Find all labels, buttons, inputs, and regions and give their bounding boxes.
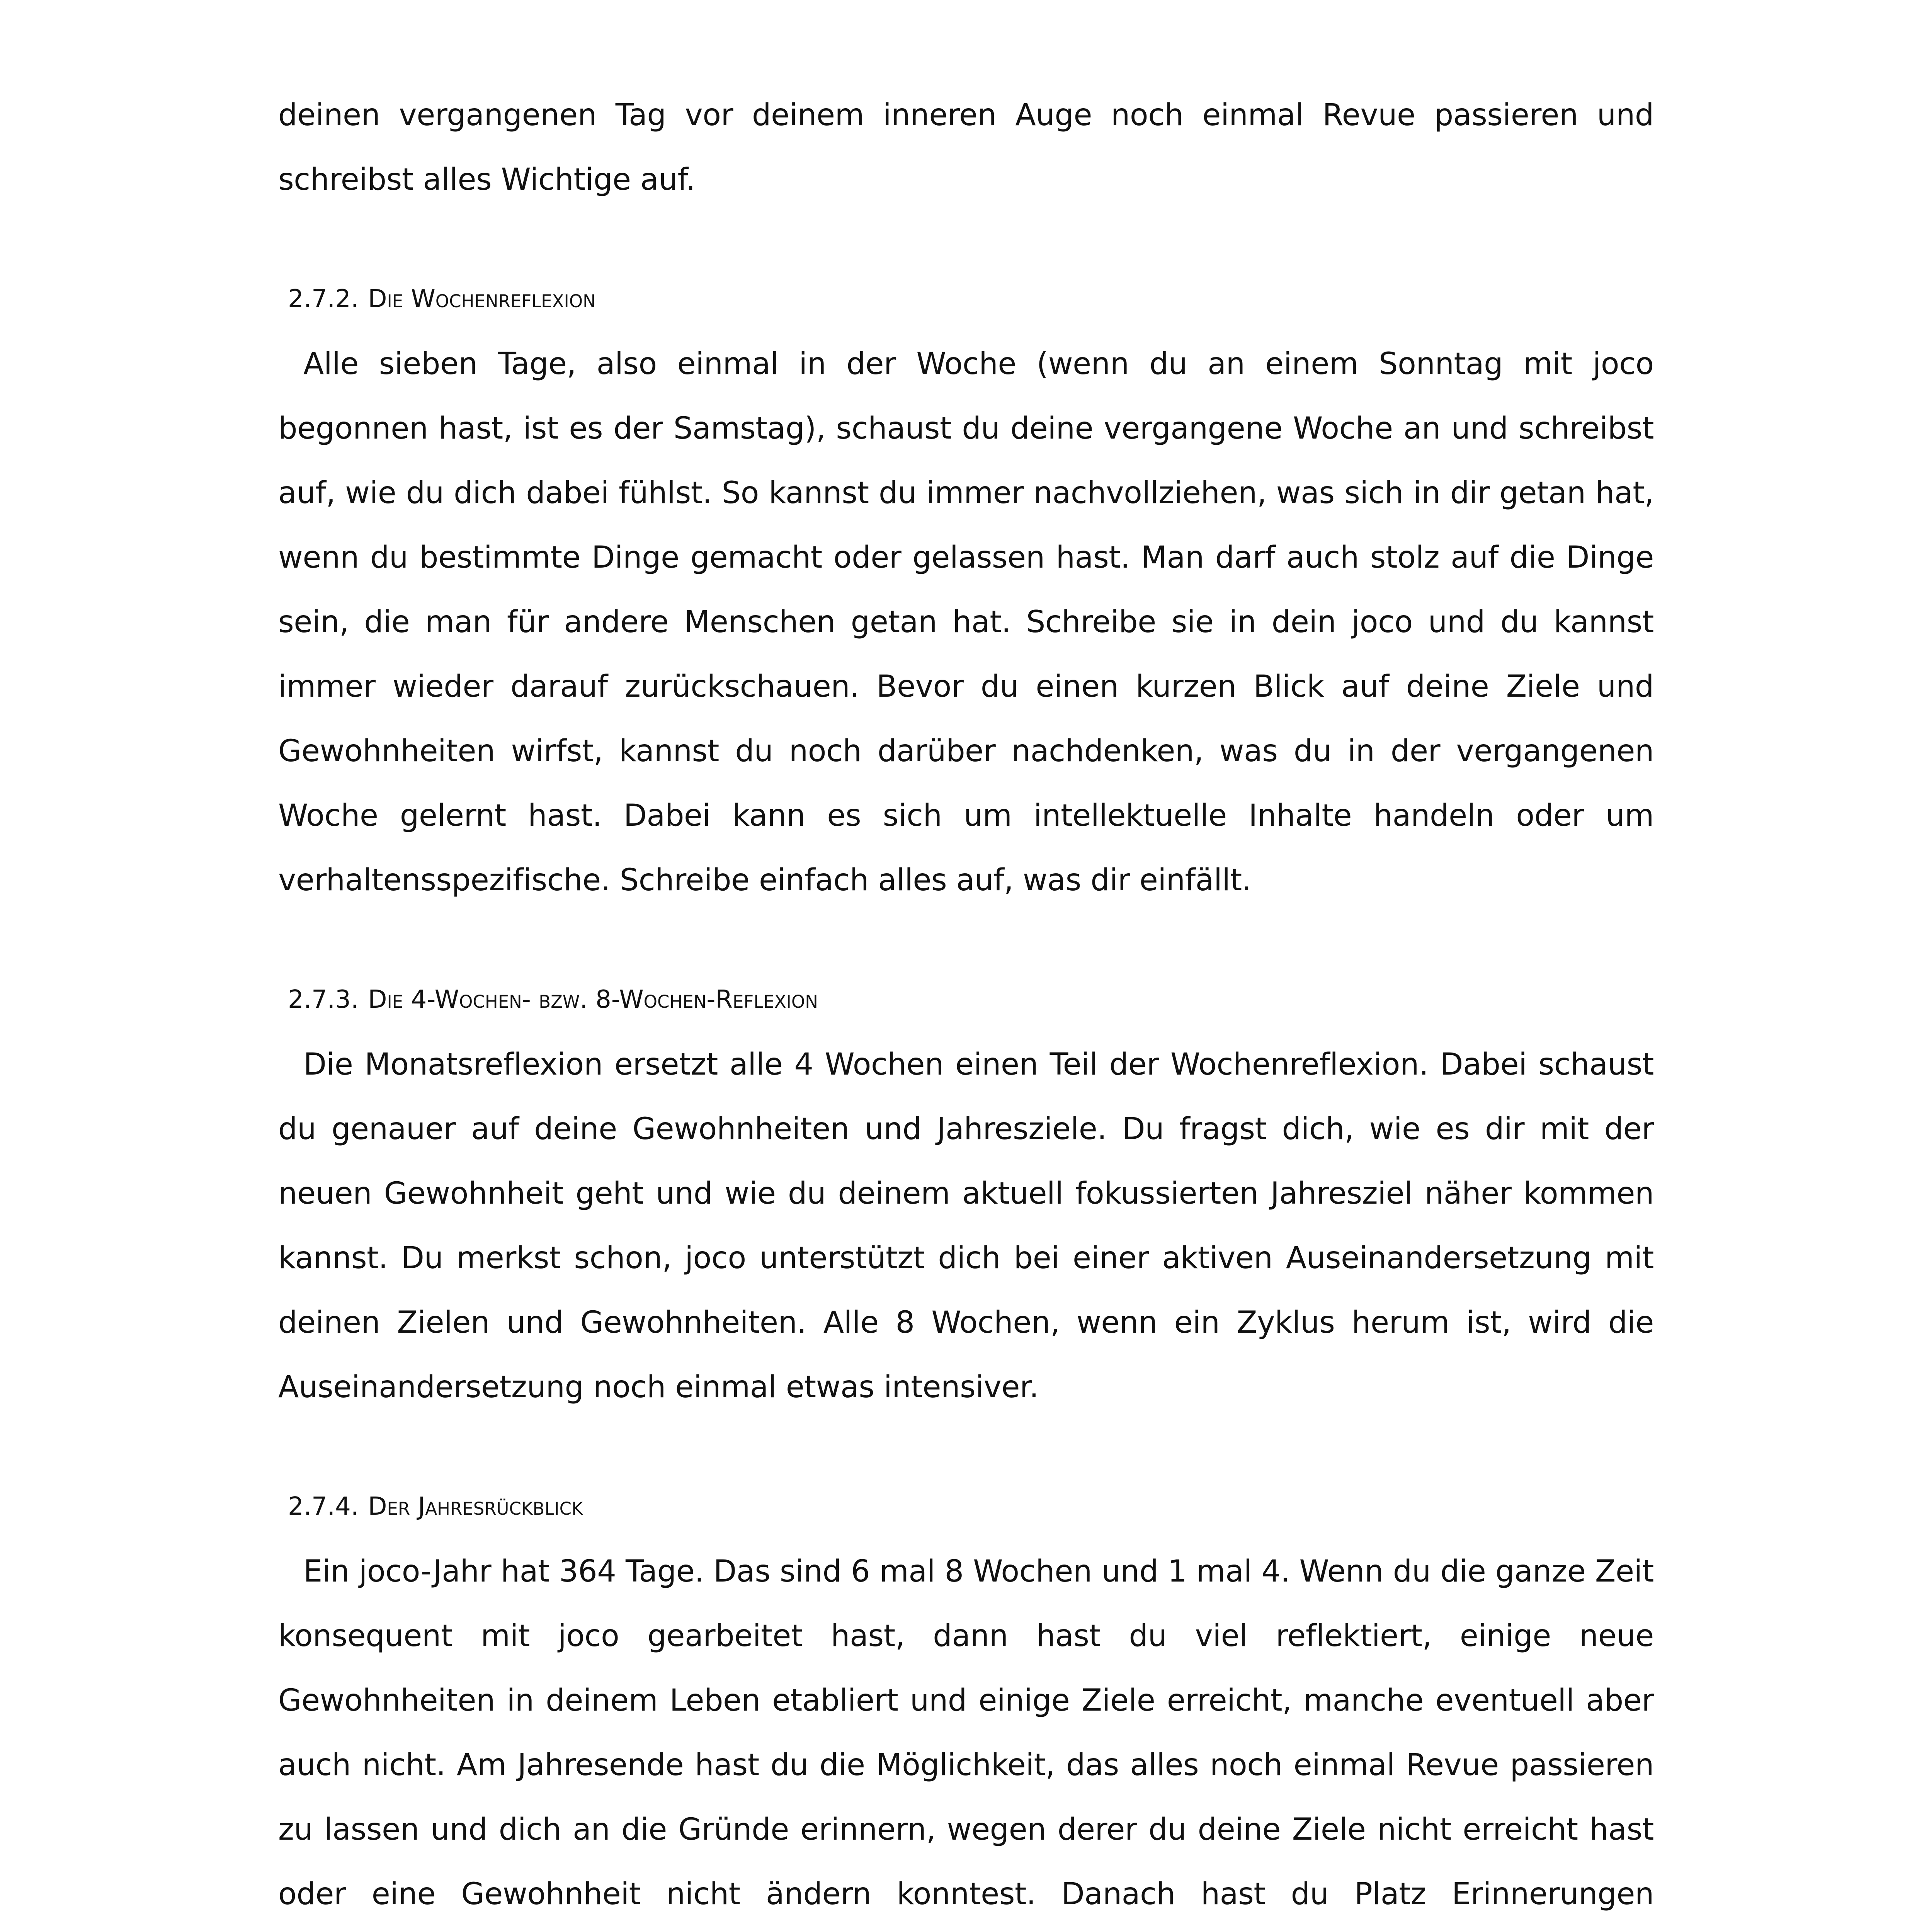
page-content [278,83,1654,1932]
heading-number: 2.7.3. [288,985,359,1014]
heading-number: 2.7.2. [288,285,359,313]
paragraph-monthly-reflection: Die Monatsreflexion ersetzt alle 4 Wochen einen Teil der Wochenreflexion. Dabei schaust du genauer auf deine Gewohnheiten und Jahresziele. Du fragst dich, wie es dir mit der neuen Gewohnheit geht und wie du deinem aktuell fokussierten Jahresziel näher kommen kannst. Du merkst schon, joco unterstützt dich bei einer aktiven Auseinandersetzung mit deinen Zielen und Gewohnheiten. Alle 8 Wochen, wenn ein Zyklus herum ist, wird die Auseinandersetzung noch einmal etwas intensiver. [278,1047,1654,1405]
heading-title: Die 4-Wochen- bzw. 8-Wochen-Reflexion [368,985,818,1014]
heading-2-7-3 [278,913,1654,1032]
heading-2-7-2 [278,212,1654,332]
heading-title: Der Jahresrückblick [368,1492,583,1521]
heading-2-7-4 [278,1420,1654,1539]
heading-title: Die Wochenreflexion [368,285,596,313]
paragraph-daily-reflection-end: deinen vergangenen Tag vor deinem inneren Auge noch einmal Revue passieren und schreibst alles Wichtige auf. [278,98,1654,197]
heading-number: 2.7.4. [288,1492,359,1521]
paragraph-year-review: Ein joco-Jahr hat 364 Tage. Das sind 6 mal 8 Wochen und 1 mal 4. Wenn du die ganze Zeit konsequent mit joco gearbeitet hast, dann hast du viel reflektiert, einige neue Gewohnheiten in deinem Leben etabliert und einige Ziele erreicht, manche eventuell aber auch nicht. Am Jahresende hast du die Möglichkeit, das alles noch einmal Revue passieren zu lassen und dich an die Gründe erinnern, wegen derer du deine Ziele nicht erreicht hast oder eine Gewohnheit nicht ändern konntest. Danach hast du Platz Erinnerungen [278,1554,1654,1912]
paragraph-weekly-reflection: Alle sieben Tage, also einmal in der Woche (wenn du an einem Sonntag mit joco begonnen hast, ist es der Samstag), schaust du deine vergangene Woche an und schreibst auf, wie du dich dabei fühlst. So kannst du immer nachvollziehen, was sich in dir getan hat, wenn du bestimmte Dinge gemacht oder gelassen hast. Man darf auch stolz auf die Dinge sein, die man für andere Menschen getan hat. Schreibe sie in dein joco und du kannst immer wieder darauf zurückschauen. Bevor du einen kurzen Blick auf deine Ziele und Gewohnheiten wirfst, kannst du noch darüber nachdenken, was du in der vergangenen Woche gelernt hast. Dabei kann es sich um intellektuelle Inhalte handeln oder um verhaltensspezifische. Schreibe einfach alles auf, was dir einfällt. [278,347,1654,898]
